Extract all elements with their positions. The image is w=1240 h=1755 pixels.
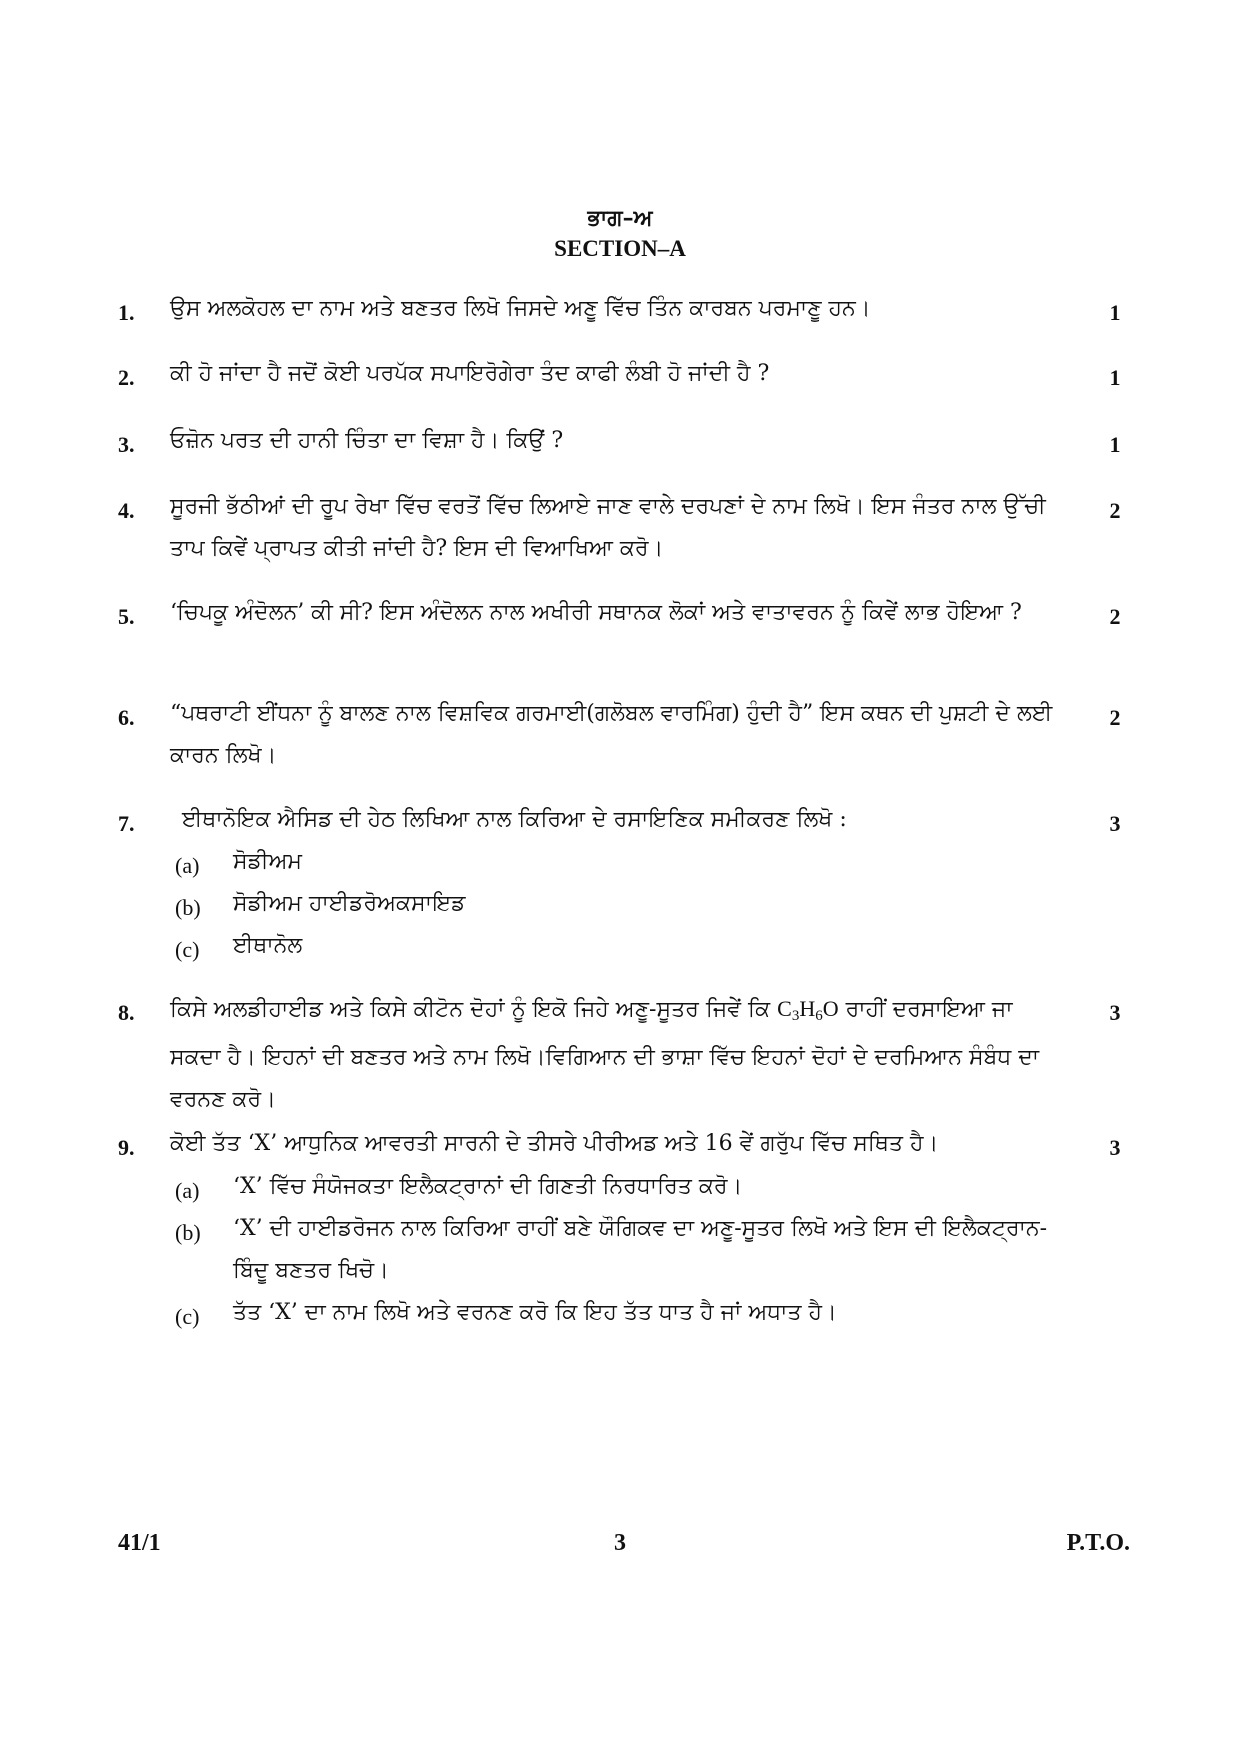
sub-question-text: ਤੱਤ ‘X’ ਦਾ ਨਾਮ ਲਿਖੋ ਅਤੇ ਵਰਨਣ ਕਰੋ ਕਿ ਇਹ ਤੱਤ ਧਾਤ ਹੈ ਜਾਂ ਅਧਾਤ ਹੈ।	[233, 1300, 837, 1325]
sub-question-label: (b)	[175, 1220, 201, 1245]
question-marks: 1	[1109, 432, 1121, 457]
question-marks: 1	[1109, 300, 1121, 325]
question-marks: 3	[1109, 811, 1121, 836]
question-marks: 1	[1109, 365, 1121, 390]
question-number: 7.	[118, 811, 135, 836]
question-text: “ਪਥਰਾਟੀ ਈਂਧਨਾ ਨੂੰ ਬਾਲਣ ਨਾਲ ਵਿਸ਼ਵਿਕ ਗਰਮਾਈ(ਗਲੋਬਲ ਵਾਰਮਿੰਗ) ਹੁੰਦੀ ਹੈ” ਇਸ ਕਥਨ ਦੀ ਪੁਸ਼ਟੀ ਦੇ ਲਈ ਕਾਰਨ ਲਿਖੋ।	[170, 701, 1053, 768]
question-text-part: ਕਿਸੇ ਅਲਡੀਹਾਈਡ ਅਤੇ ਕਿਸੇ ਕੀਟੋਨ ਦੋਹਾਂ ਨੂੰ ਇਕੋ ਜਿਹੇ ਅਣੂ-ਸੂਤਰ ਜਿਵੇਂ ਕਿ	[170, 997, 778, 1022]
sub-question-text: ‘X’ ਵਿੱਚ ਸੰਯੋਜਕਤਾ ਇਲੈਕਟ੍ਰਾਨਾਂ ਦੀ ਗਿਣਤੀ ਨਿਰਧਾਰਿਤ ਕਰੋ।	[233, 1174, 743, 1199]
sub-question-text: ਈਥਾਨੋਲ	[233, 933, 303, 958]
question-text: ਕੀ ਹੋ ਜਾਂਦਾ ਹੈ ਜਦੋਂ ਕੋਈ ਪਰਪੱਕ ਸਪਾਇਰੋਗੇਰਾ ਤੰਦ ਕਾਫੀ ਲੰਬੀ ਹੋ ਜਾਂਦੀ ਹੈ ?	[170, 361, 770, 386]
section-title-english: SECTION–A	[554, 236, 686, 261]
question-text-part: ਰਾਹੀਂ ਦਰਸਾਇਆ ਜਾ ਸਕਦਾ ਹੈ। ਇਹਨਾਂ ਦੀ ਬਣਤਰ ਅਤੇ ਨਾਮ ਲਿਖੋ।ਵਿਗਿਆਨ ਦੀ ਭਾਸ਼ਾ ਵਿੱਚ ਇਹਨਾਂ ਦੋਹਾਂ ਦੇ ਦਰਮਿਆਨ ਸੰਬੰਧ ਦਾ ਵਰਨਣ ਕਰੋ।	[170, 997, 1040, 1112]
paper-code: 41/1	[118, 1530, 161, 1556]
question-marks: 3	[1109, 1000, 1121, 1025]
question-number: 5.	[118, 604, 135, 629]
question-number: 2.	[118, 365, 135, 390]
sub-question-text: ‘X’ ਦੀ ਹਾਈਡਰੋਜਨ ਨਾਲ ਕਿਰਿਆ ਰਾਹੀਂ ਬਣੇ ਯੌਗਿਕਵ ਦਾ ਅਣੂ-ਸੂਤਰ ਲਿਖੋ ਅਤੇ ਇਸ ਦੀ ਇਲੈਕਟ੍ਰਾਨ-ਬਿੰਦੂ ਬਣਤਰ ਖਿਚੋ।	[233, 1216, 1048, 1283]
question-number: 8.	[118, 1000, 135, 1025]
sub-question-label: (a)	[175, 1178, 200, 1203]
sub-question-text: ਸੋਡੀਅਮ ਹਾਈਡਰੋਅਕਸਾਇਡ	[233, 891, 466, 916]
question-number: 6.	[118, 705, 135, 730]
sub-question-text: ਸੋਡੀਅਮ	[233, 849, 302, 874]
question-marks: 3	[1109, 1135, 1121, 1160]
sub-question-label: (b)	[175, 895, 201, 920]
question-number: 4.	[118, 498, 135, 523]
question-text: ਕੋਈ ਤੱਤ ‘X’ ਆਧੁਨਿਕ ਆਵਰਤੀ ਸਾਰਨੀ ਦੇ ਤੀਸਰੇ ਪੀਰੀਅਡ ਅਤੇ 16 ਵੇਂ ਗਰੁੱਪ ਵਿੱਚ ਸਥਿਤ ਹੈ।	[170, 1131, 939, 1156]
molecular-formula: $C_3H_6O$	[777, 996, 839, 1024]
pto-label: P.T.O.	[1066, 1530, 1130, 1556]
question-text: ਓਜ਼ੋਨ ਪਰਤ ਦੀ ਹਾਨੀ ਚਿੰਤਾ ਦਾ ਵਿਸ਼ਾ ਹੈ। ਕਿਉਂ ?	[170, 428, 564, 453]
question-text: ਈਥਾਨੋਇਕ ਐਸਿਡ ਦੀ ਹੇਠ ਲਿਖਿਆ ਨਾਲ ਕਿਰਿਆ ਦੇ ਰਸਾਇਣਿਕ ਸਮੀਕਰਣ ਲਿਖੋ :	[182, 807, 847, 832]
sub-question-label: (a)	[175, 853, 200, 878]
question-marks: 2	[1109, 498, 1121, 523]
question-text	[170, 988, 1070, 1121]
sub-question-label: (c)	[175, 937, 200, 962]
question-text: ‘ਚਿਪਕੂ ਅੰਦੋਲਨ’ ਕੀ ਸੀ? ਇਸ ਅੰਦੋਲਨ ਨਾਲ ਅਖੀਰੀ ਸਥਾਨਕ ਲੋਕਾਂ ਅਤੇ ਵਾਤਾਵਰਨ ਨੂੰ ਕਿਵੇਂ ਲਾਭ ਹੋਇਆ ?	[170, 600, 1022, 625]
sub-question-label: (c)	[175, 1304, 200, 1329]
question-text: ਉਸ ਅਲਕੋਹਲ ਦਾ ਨਾਮ ਅਤੇ ਬਣਤਰ ਲਿਖੋ ਜਿਸਦੇ ਅਣੂ ਵਿੱਚ ਤਿੰਨ ਕਾਰਬਨ ਪਰਮਾਣੂ ਹਨ।	[170, 296, 871, 321]
question-text: ਸੂਰਜੀ ਭੱਠੀਆਂ ਦੀ ਰੂਪ ਰੇਖਾ ਵਿੱਚ ਵਰਤੋਂ ਵਿੱਚ ਲਿਆਏ ਜਾਣ ਵਾਲੇ ਦਰਪਣਾਂ ਦੇ ਨਾਮ ਲਿਖੋ। ਇਸ ਜੰਤਰ ਨਾਲ ਉੱਚੀ ਤਾਪ ਕਿਵੇਂ ਪ੍ਰਾਪਤ ਕੀਤੀ ਜਾਂਦੀ ਹੈ? ਇਸ ਦੀ ਵਿਆਖਿਆ ਕਰੋ।	[170, 494, 1046, 561]
question-number: 3.	[118, 432, 135, 457]
question-marks: 2	[1109, 604, 1121, 629]
question-number: 1.	[118, 300, 135, 325]
question-marks: 2	[1109, 705, 1121, 730]
page-number: 3	[614, 1530, 626, 1556]
question-number: 9.	[118, 1135, 135, 1160]
section-title-punjabi: ਭਾਗ–ਅ	[587, 205, 653, 231]
